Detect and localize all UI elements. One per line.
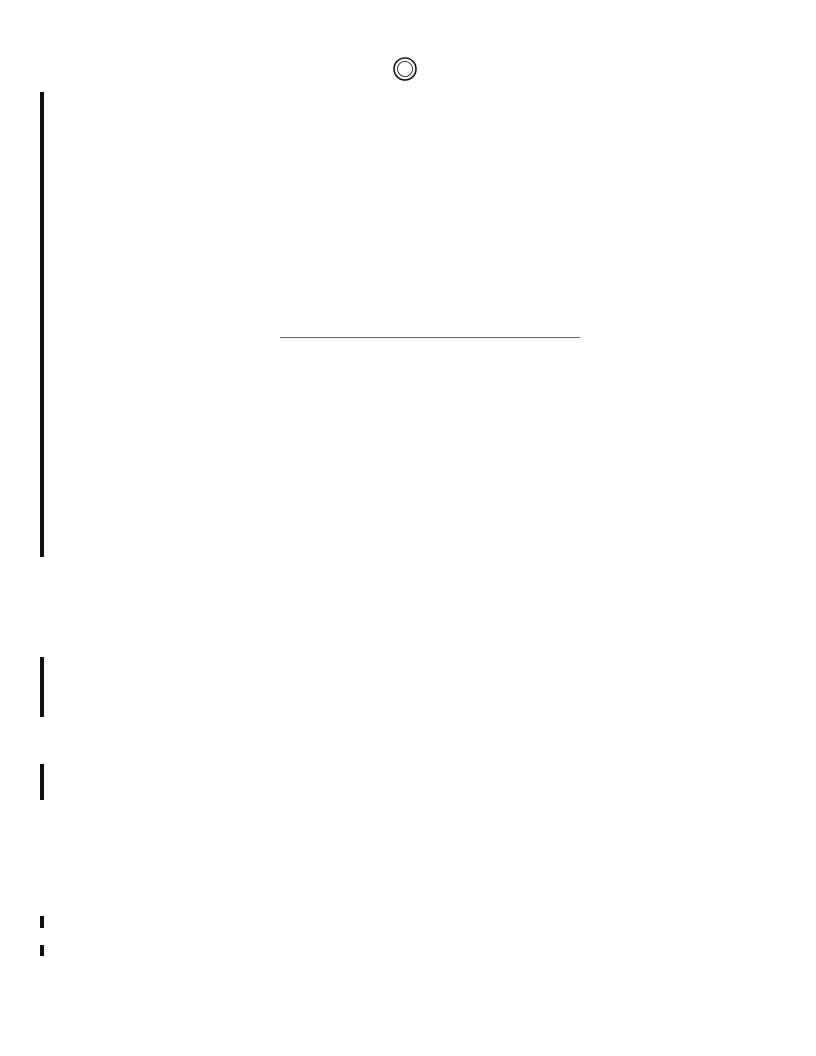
figure-divider <box>280 337 580 338</box>
change-bar <box>40 945 44 956</box>
change-bar <box>40 764 44 800</box>
chart-top <box>230 90 590 335</box>
page-header <box>0 56 816 82</box>
change-bar <box>40 92 44 557</box>
change-bar <box>40 916 44 928</box>
change-bar <box>40 657 44 717</box>
body-text <box>78 655 739 663</box>
astm-logo <box>390 56 420 82</box>
chart-bottom <box>230 345 590 567</box>
